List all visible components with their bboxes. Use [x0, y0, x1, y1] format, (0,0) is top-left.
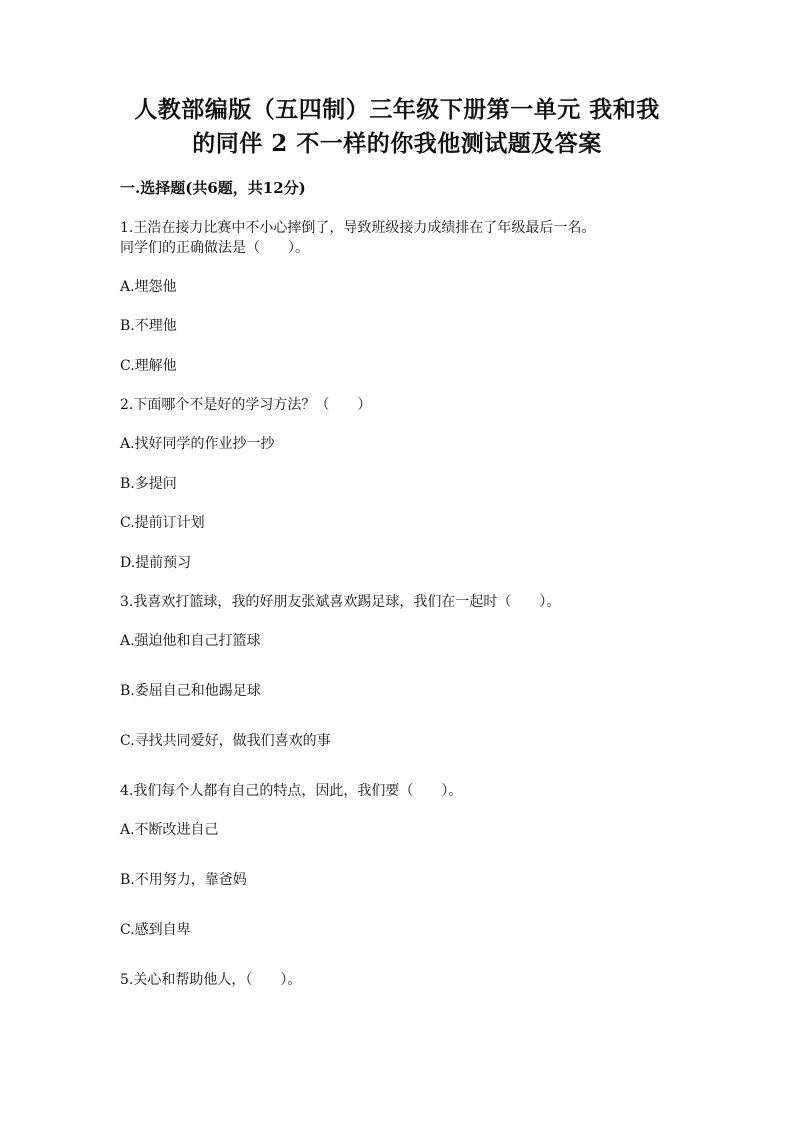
question-3-option-b: B.委屈自己和他踢足球: [120, 683, 261, 699]
question-4-stem: 4.我们每个人都有自己的特点，因此，我们要（ ）。: [120, 783, 463, 799]
question-4-option-b: B.不用努力，靠爸妈: [120, 872, 247, 888]
question-2-option-b: B.多提问: [120, 476, 177, 492]
question-3-option-a: A.强迫他和自己打篮球: [120, 633, 261, 649]
question-5-stem: 5.关心和帮助他人，（ ）。: [120, 972, 302, 988]
question-2-option-a: A.找好同学的作业抄一抄: [120, 436, 275, 452]
question-3-option-c: C.寻找共同爱好，做我们喜欢的事: [120, 733, 331, 749]
question-4-option-a: A.不断改进自己: [120, 822, 219, 838]
question-1-option-b: B.不理他: [120, 318, 177, 334]
question-3-stem: 3.我喜欢打篮球，我的好朋友张斌喜欢踢足球，我们在一起时（ ）。: [120, 594, 561, 610]
question-1-stem-line-1: 1.王浩在接力比赛中不小心摔倒了，导致班级接力成绩排在了年级最后一名。: [120, 220, 596, 236]
question-1-stem-line-2: 同学们的正确做法是（ ）。: [120, 240, 309, 256]
question-2-stem: 2.下面哪个不是好的学习方法？（ ）: [120, 397, 372, 413]
question-2-option-c: C.提前订计划: [120, 515, 205, 531]
question-2-option-d: D.提前预习: [120, 555, 192, 571]
question-4-option-c: C.感到自卑: [120, 922, 191, 938]
question-1-option-a: A.埋怨他: [120, 279, 177, 295]
section-heading: 一.选择题(共6题，共12分): [120, 179, 306, 197]
page-title-line-1: 人教部编版（五四制）三年级下册第一单元 我和我: [134, 96, 660, 123]
question-1-option-c: C.理解他: [120, 358, 177, 374]
page-title-line-2: 的同伴 2 不一样的你我他测试题及答案: [192, 130, 602, 157]
